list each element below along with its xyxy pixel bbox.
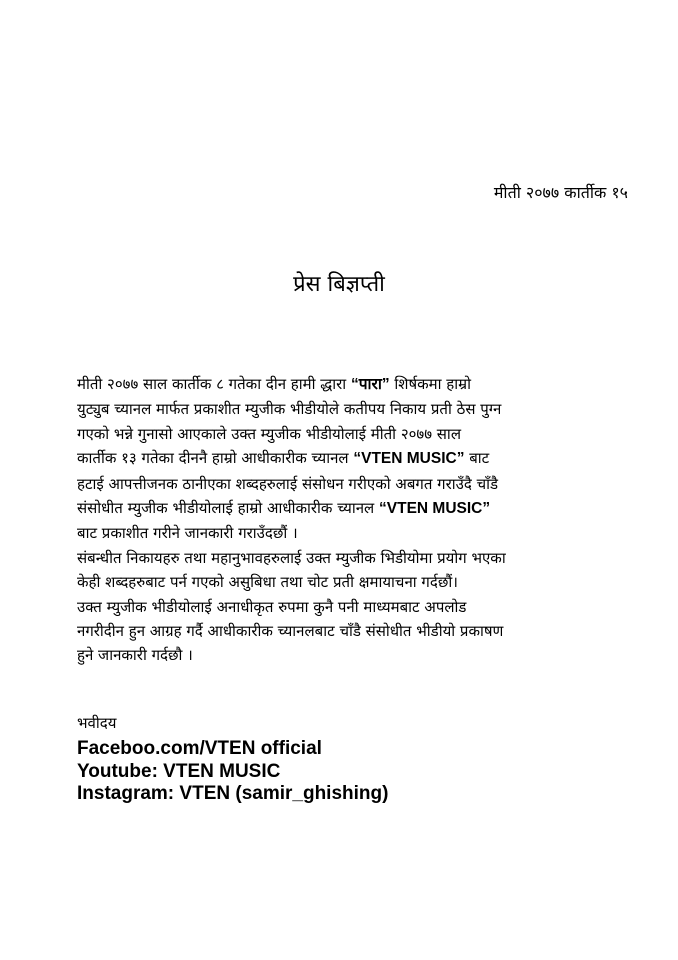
body-line-1 xyxy=(77,372,632,397)
body-line-2: युट्युब च्यानल मार्फत प्रकाशीत म्युजीक भीडीयोले कतीपय निकाय प्रती ठेस पुग्न xyxy=(77,400,502,419)
body-line-10: उक्त म्युजीक भीडीयोलाई अनाधीकृत रुपमा कुनै पनी माध्यमबाट अपलोड xyxy=(77,597,467,616)
body-line-6-start: संसोधीत म्युजीक भीडीयोलाई हाम्रो आधीकारीक च्यानल xyxy=(77,499,380,518)
body-line-4 xyxy=(77,446,632,471)
body-line-1-end: शिर्षकमा हाम्रो xyxy=(389,375,471,393)
channel-name: “VTEN MUSIC” xyxy=(379,500,491,518)
song-title: “पारा” xyxy=(350,376,390,393)
body-line-4-end: बाट xyxy=(464,449,490,468)
body-line-3: गएको भन्ने गुनासो आएकाले उक्त म्युजीक भीडीयोलाई मीती २०७७ साल xyxy=(77,424,461,443)
body-line-12: हुने जानकारी गर्दछौ । xyxy=(77,646,193,665)
press-release-body xyxy=(77,372,632,668)
body-line-4-start: कार्तीक १३ गतेका दीननै हाम्रो आधीकारीक च्यानल xyxy=(77,449,354,468)
body-line-8: संबन्धीत निकायहरु तथा महानुभावहरुलाई उक्त म्युजीक भिडीयोमा प्रयोग भएका xyxy=(77,548,506,567)
body-line-11: नगरीदीन हुन आग्रह गर्दै आधीकारीक च्यानलबाट चाँडै संसोधीत भीडीयो प्रकाषण xyxy=(77,622,504,641)
body-line-1-start: मीती २०७७ साल कार्तीक ८ गतेका दीन हामी द्धारा xyxy=(77,375,351,393)
date-line: मीती २०७७ कार्तीक १५ xyxy=(493,183,628,202)
youtube-link: Youtube: VTEN MUSIC xyxy=(77,760,281,782)
body-line-5: हटाई आपत्तीजनक ठानीएका शब्दहरुलाई संसोधन गरीएको अबगत गराउँदै चाँडै xyxy=(77,474,499,493)
closing-salutation: भवीदय xyxy=(77,714,117,732)
instagram-link: Instagram: VTEN (samir_ghishing) xyxy=(77,783,389,804)
facebook-link: Faceboo.com/VTEN official xyxy=(77,738,322,759)
channel-name: “VTEN MUSIC” xyxy=(353,450,465,468)
page-title: प्रेस बिज्ञप्ती xyxy=(293,272,385,297)
body-line-9: केही शब्दहरुबाट पर्न गएको असुबिधा तथा चोट प्रती क्षमायाचना गर्दछौं। xyxy=(77,573,458,592)
social-links xyxy=(77,738,388,806)
body-line-6 xyxy=(77,496,632,521)
body-line-7: बाट प्रकाशीत गरीने जानकारी गराउँदछौं । xyxy=(77,524,298,543)
